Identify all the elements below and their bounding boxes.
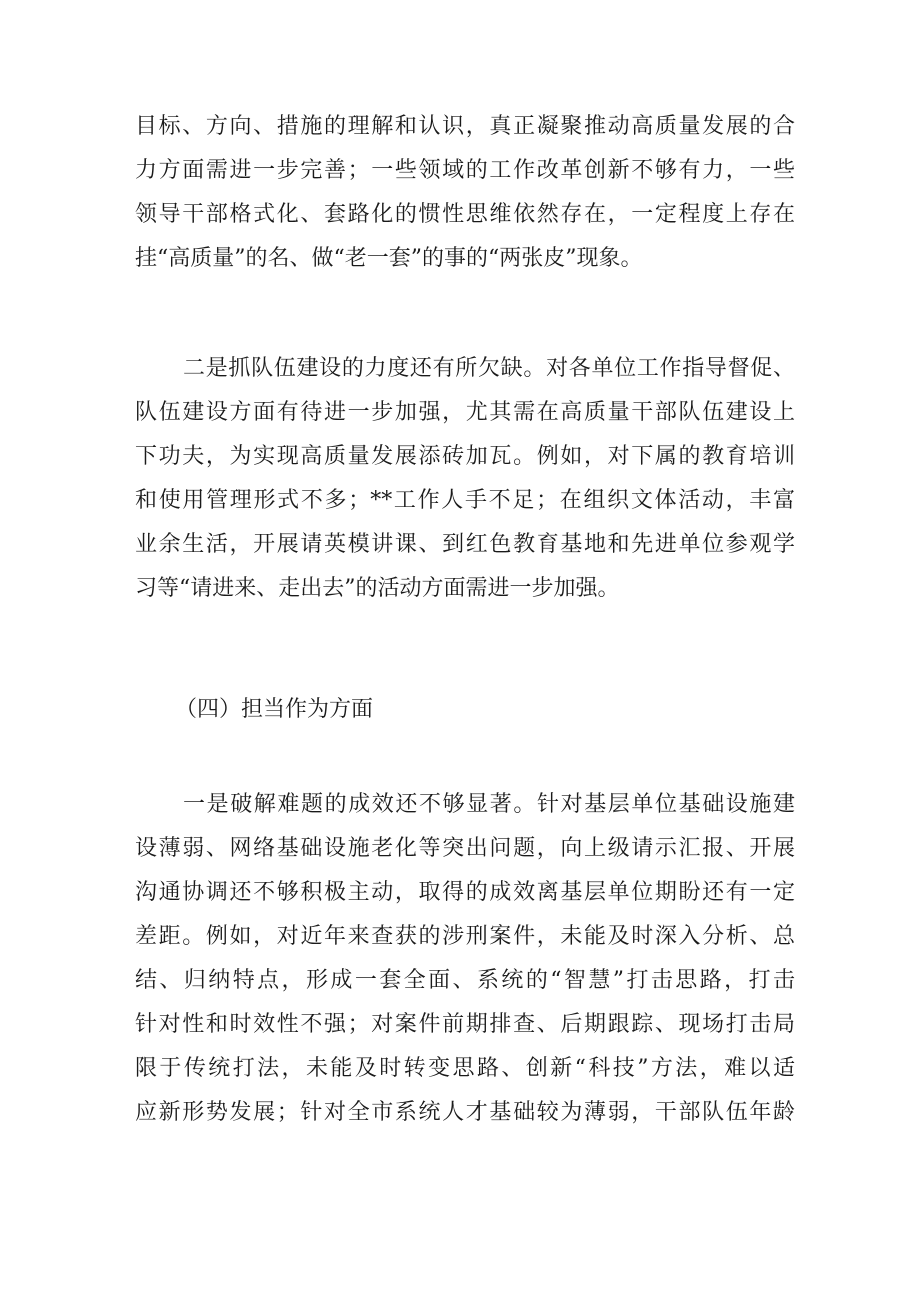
section-heading-text: （四）担当作为方面 [175, 697, 374, 722]
text-line: 和使用管理形式不多；**工作人手不足；在组织文体活动，丰富 [135, 488, 795, 513]
text-line: 针对性和时效性不强；对案件前期排查、后期跟踪、现场打击局 [135, 1012, 795, 1037]
text-line: 挂“高质量”的名、做“老一套”的事的“两张皮”现象。 [135, 246, 643, 271]
text-line: 一是破解难题的成效还不够显著。针对基层单位基础设施建 [183, 792, 795, 817]
text-line: 结、归纳特点，形成一套全面、系统的“智慧”打击思路，打击 [135, 968, 795, 993]
text-line: 业余生活，开展请英模讲课、到红色教育基地和先进单位参观学 [135, 532, 795, 557]
text-line: 设薄弱、网络基础设施老化等突出问题，向上级请示汇报、开展 [135, 836, 795, 861]
text-line: 应新形势发展；针对全市系统人才基础较为薄弱，干部队伍年龄 [135, 1100, 795, 1125]
text-line: 领导干部格式化、套路化的惯性思维依然存在，一定程度上存在 [135, 202, 795, 227]
text-line: 习等“请进来、走出去”的活动方面需进一步加强。 [135, 576, 620, 601]
text-line: 差距。例如，对近年来查获的涉刑案件，未能及时深入分析、总 [135, 924, 795, 949]
text-line: 目标、方向、措施的理解和认识，真正凝聚推动高质量发展的合 [135, 114, 795, 139]
text-line: 下功夫，为实现高质量发展添砖加瓦。例如，对下属的教育培训 [135, 444, 795, 469]
section-heading [135, 688, 795, 732]
paragraph-team-building [135, 347, 795, 611]
text-line: 队伍建设方面有待进一步加强，尤其需在高质量干部队伍建设上 [135, 400, 795, 425]
paragraph-continued [135, 105, 795, 281]
text-line: 力方面需进一步完善；一些领域的工作改革创新不够有力，一些 [135, 158, 795, 183]
paragraph-problem-solving [135, 783, 795, 1135]
text-line: 二是抓队伍建设的力度还有所欠缺。对各单位工作指导督促、 [183, 356, 795, 381]
text-line: 沟通协调还不够积极主动，取得的成效离基层单位期盼还有一定 [135, 880, 795, 905]
text-line: 限于传统打法，未能及时转变思路、创新“科技”方法，难以适 [135, 1056, 795, 1081]
